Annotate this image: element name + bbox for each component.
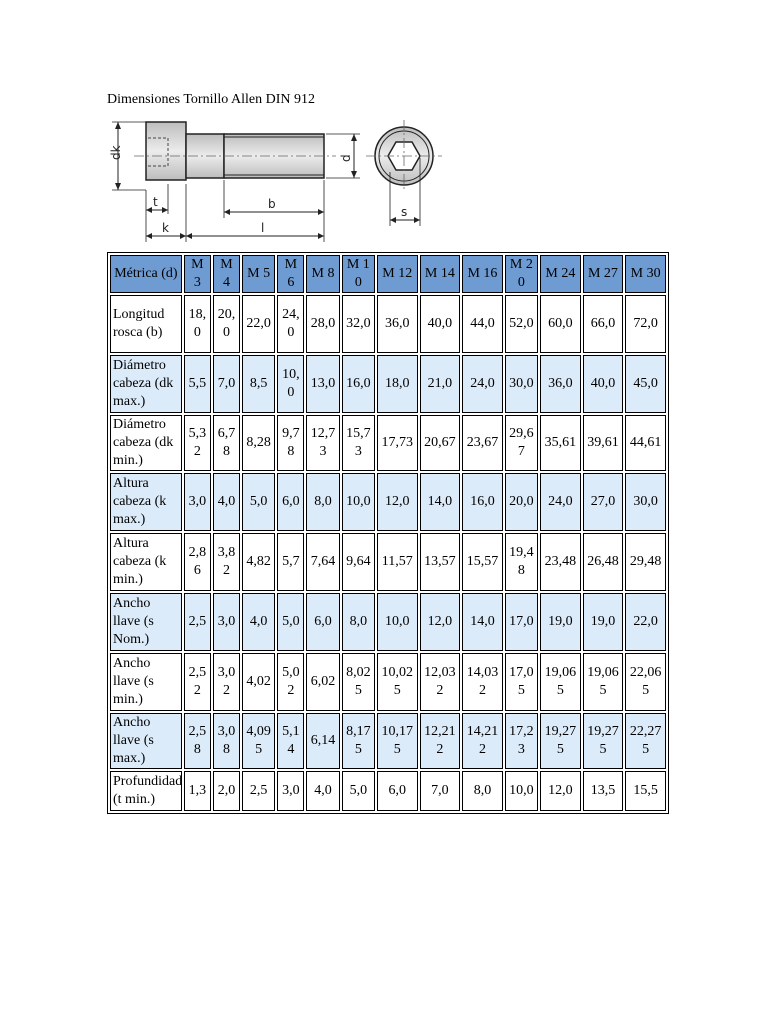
row-label: Altura cabeza (k min.)	[110, 533, 182, 591]
table-cell: 26,48	[583, 533, 624, 591]
table-cell: 5,0	[342, 771, 375, 811]
table-cell: 24,0	[540, 473, 581, 531]
table-cell: 5,02	[277, 653, 304, 711]
table-cell: 45,0	[625, 355, 666, 413]
table-cell: 13,0	[306, 355, 339, 413]
row-label: Diámetro cabeza (dk min.)	[110, 415, 182, 471]
table-cell: 10,0	[377, 593, 418, 651]
table-cell: 14,0	[420, 473, 461, 531]
header-cell: M 27	[583, 255, 624, 293]
table-cell: 3,0	[184, 473, 211, 531]
header-cell: M 10	[342, 255, 375, 293]
table-cell: 16,0	[462, 473, 503, 531]
table-cell: 14,032	[462, 653, 503, 711]
table-cell: 10,0	[277, 355, 304, 413]
table-cell: 4,02	[242, 653, 275, 711]
table-cell: 4,0	[213, 473, 240, 531]
dimensions-table	[107, 252, 669, 814]
table-cell: 15,5	[625, 771, 666, 811]
table-cell: 23,67	[462, 415, 503, 471]
table-cell: 18,0	[377, 355, 418, 413]
header-cell: Métrica (d)	[110, 255, 182, 293]
table-cell: 19,0	[583, 593, 624, 651]
table-cell: 22,0	[242, 295, 275, 353]
table-cell: 27,0	[583, 473, 624, 531]
table-cell: 5,0	[242, 473, 275, 531]
table-cell: 17,0	[505, 593, 538, 651]
header-cell: M 16	[462, 255, 503, 293]
table-row	[110, 771, 666, 811]
table-cell: 9,78	[277, 415, 304, 471]
table-cell: 2,86	[184, 533, 211, 591]
table-cell: 1,3	[184, 771, 211, 811]
table-cell: 12,0	[420, 593, 461, 651]
table-cell: 19,065	[540, 653, 581, 711]
table-cell: 6,0	[277, 473, 304, 531]
row-label: Ancho llave (s max.)	[110, 713, 182, 769]
table-cell: 30,0	[505, 355, 538, 413]
bolt-diagram	[104, 114, 454, 244]
table-cell: 8,5	[242, 355, 275, 413]
table-cell: 39,61	[583, 415, 624, 471]
l-label: l	[261, 221, 265, 235]
b-label: b	[268, 197, 276, 211]
dk-label: dk	[109, 145, 123, 160]
table-cell: 5,32	[184, 415, 211, 471]
table-cell: 12,73	[306, 415, 339, 471]
table-cell: 19,275	[540, 713, 581, 769]
table-cell: 2,52	[184, 653, 211, 711]
table-cell: 19,0	[540, 593, 581, 651]
table-cell: 17,05	[505, 653, 538, 711]
table-cell: 5,7	[277, 533, 304, 591]
table-cell: 10,175	[377, 713, 418, 769]
table-cell: 5,0	[277, 593, 304, 651]
table-cell: 2,5	[242, 771, 275, 811]
table-cell: 6,0	[306, 593, 339, 651]
row-label: Altura cabeza (k max.)	[110, 473, 182, 531]
table-cell: 30,0	[625, 473, 666, 531]
header-row	[110, 255, 666, 293]
table-cell: 12,0	[540, 771, 581, 811]
table-cell: 8,0	[342, 593, 375, 651]
header-cell: M 4	[213, 255, 240, 293]
table-cell: 36,0	[377, 295, 418, 353]
k-label: k	[162, 221, 169, 235]
table-cell: 22,275	[625, 713, 666, 769]
header-cell: M 14	[420, 255, 461, 293]
table-cell: 4,0	[306, 771, 339, 811]
table-cell: 23,48	[540, 533, 581, 591]
table-cell: 20,0	[213, 295, 240, 353]
table-cell: 18,0	[184, 295, 211, 353]
table-cell: 44,61	[625, 415, 666, 471]
table-cell: 6,78	[213, 415, 240, 471]
document-title: Dimensiones Tornillo Allen DIN 912	[107, 92, 315, 107]
table-cell: 44,0	[462, 295, 503, 353]
table-cell: 66,0	[583, 295, 624, 353]
table-cell: 22,065	[625, 653, 666, 711]
table-row	[110, 713, 666, 769]
table-cell: 24,0	[462, 355, 503, 413]
table-cell: 6,02	[306, 653, 339, 711]
table-cell: 52,0	[505, 295, 538, 353]
table-row	[110, 533, 666, 591]
table-cell: 60,0	[540, 295, 581, 353]
table-cell: 12,032	[420, 653, 461, 711]
bolt-head-shape	[146, 122, 186, 180]
table-cell: 24,0	[277, 295, 304, 353]
table-cell: 9,64	[342, 533, 375, 591]
table-cell: 7,0	[213, 355, 240, 413]
table-row	[110, 295, 666, 353]
table-cell: 29,67	[505, 415, 538, 471]
table-cell: 8,025	[342, 653, 375, 711]
table-cell: 13,57	[420, 533, 461, 591]
table-row	[110, 355, 666, 413]
table-row	[110, 415, 666, 471]
table-cell: 5,5	[184, 355, 211, 413]
table-cell: 11,57	[377, 533, 418, 591]
table-cell: 29,48	[625, 533, 666, 591]
table-cell: 36,0	[540, 355, 581, 413]
header-cell: M 6	[277, 255, 304, 293]
table-cell: 20,0	[505, 473, 538, 531]
table-cell: 19,065	[583, 653, 624, 711]
table-cell: 3,08	[213, 713, 240, 769]
table-cell: 17,23	[505, 713, 538, 769]
table-cell: 10,0	[342, 473, 375, 531]
table-cell: 2,58	[184, 713, 211, 769]
table-cell: 21,0	[420, 355, 461, 413]
table-cell: 10,025	[377, 653, 418, 711]
table-cell: 5,14	[277, 713, 304, 769]
header-cell: M 20	[505, 255, 538, 293]
table-cell: 2,5	[184, 593, 211, 651]
table-cell: 28,0	[306, 295, 339, 353]
table-cell: 13,5	[583, 771, 624, 811]
table-cell: 6,0	[377, 771, 418, 811]
row-label: Longitud rosca (b)	[110, 295, 182, 353]
header-cell: M 8	[306, 255, 339, 293]
table-cell: 2,0	[213, 771, 240, 811]
table-cell: 8,0	[306, 473, 339, 531]
table-cell: 20,67	[420, 415, 461, 471]
table-row	[110, 593, 666, 651]
table-cell: 32,0	[342, 295, 375, 353]
table-cell: 35,61	[540, 415, 581, 471]
table-cell: 40,0	[420, 295, 461, 353]
table-cell: 6,14	[306, 713, 339, 769]
table-cell: 16,0	[342, 355, 375, 413]
table-cell: 10,0	[505, 771, 538, 811]
table-cell: 8,28	[242, 415, 275, 471]
table-cell: 40,0	[583, 355, 624, 413]
table-cell: 14,212	[462, 713, 503, 769]
table-row	[110, 653, 666, 711]
table-row	[110, 473, 666, 531]
table-cell: 14,0	[462, 593, 503, 651]
table-cell: 3,02	[213, 653, 240, 711]
s-label: s	[401, 205, 408, 219]
table-cell: 7,0	[420, 771, 461, 811]
table-cell: 72,0	[625, 295, 666, 353]
table-cell: 3,82	[213, 533, 240, 591]
header-cell: M 24	[540, 255, 581, 293]
header-cell: M 5	[242, 255, 275, 293]
table-cell: 3,0	[277, 771, 304, 811]
table-cell: 19,275	[583, 713, 624, 769]
table-cell: 8,175	[342, 713, 375, 769]
t-label: t	[153, 195, 158, 209]
header-cell: M 3	[184, 255, 211, 293]
row-label: Ancho llave (s min.)	[110, 653, 182, 711]
table-cell: 4,095	[242, 713, 275, 769]
table-cell: 12,0	[377, 473, 418, 531]
table-cell: 4,0	[242, 593, 275, 651]
header-cell: M 30	[625, 255, 666, 293]
table-cell: 19,48	[505, 533, 538, 591]
table-cell: 22,0	[625, 593, 666, 651]
table-cell: 17,73	[377, 415, 418, 471]
table-cell: 3,0	[213, 593, 240, 651]
row-label: Ancho llave (s Nom.)	[110, 593, 182, 651]
table-cell: 12,212	[420, 713, 461, 769]
d-label: d	[339, 154, 353, 162]
table-cell: 7,64	[306, 533, 339, 591]
row-label: Diámetro cabeza (dk max.)	[110, 355, 182, 413]
table-cell: 4,82	[242, 533, 275, 591]
table-cell: 15,73	[342, 415, 375, 471]
row-label: Profundidad (t min.)	[110, 771, 182, 811]
table-cell: 8,0	[462, 771, 503, 811]
header-cell: M 12	[377, 255, 418, 293]
table-cell: 15,57	[462, 533, 503, 591]
